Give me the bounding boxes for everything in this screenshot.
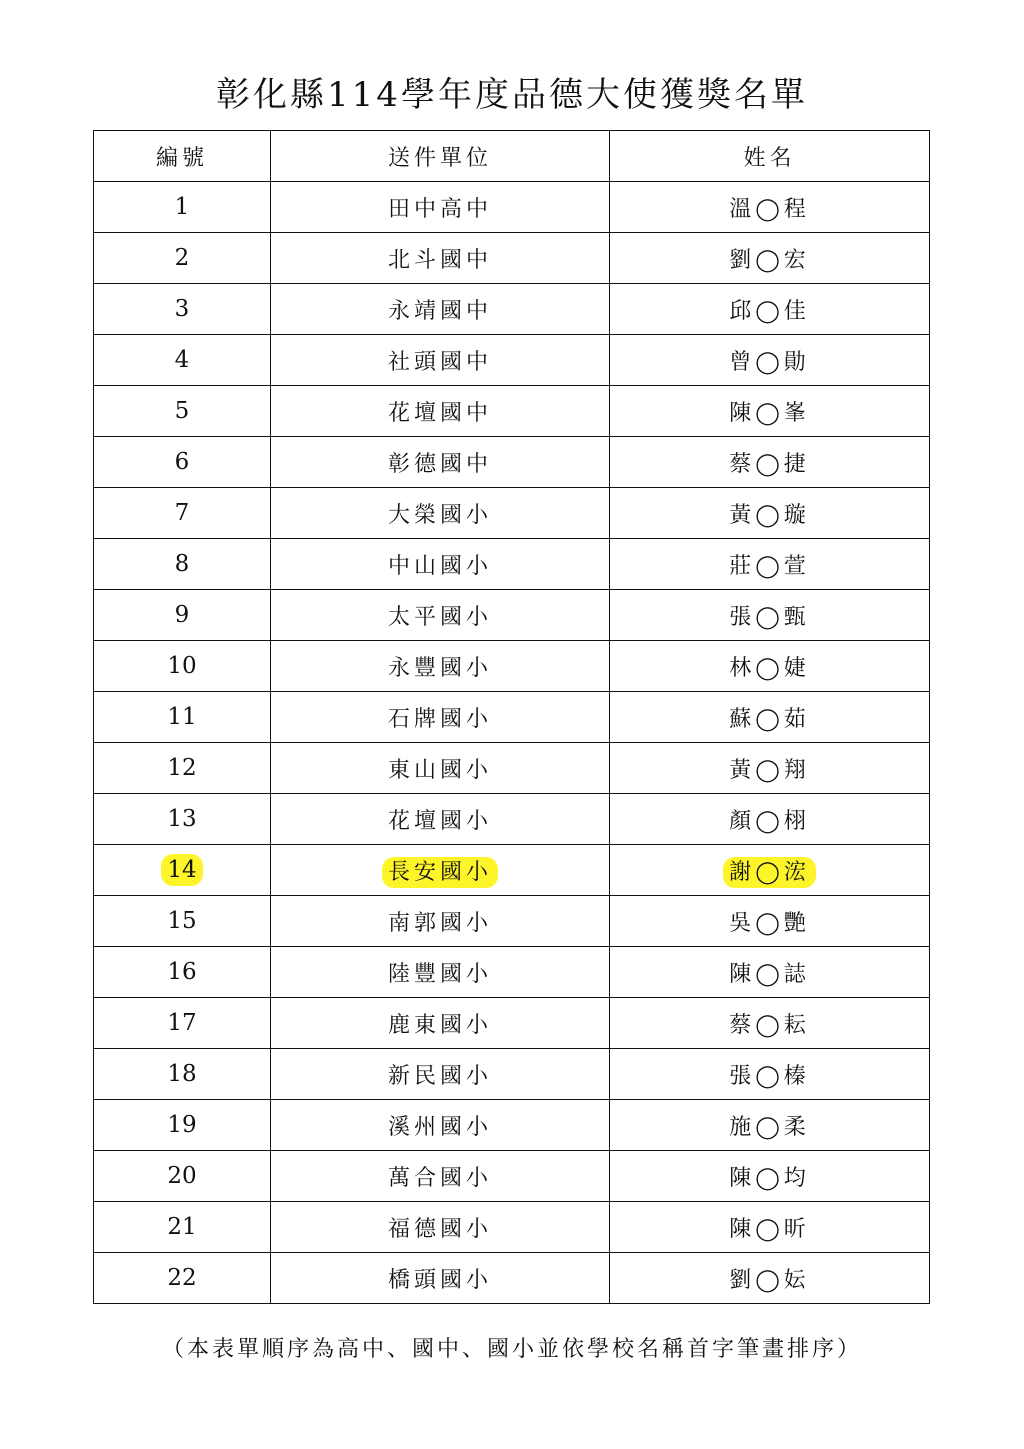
row-name-cell [610,1049,930,1100]
row-name: 林◯婕 [729,655,810,681]
table-row [94,437,930,488]
row-name: 顏◯栩 [729,808,810,834]
row-name: 陳◯峯 [729,400,810,426]
table-row [94,488,930,539]
row-number-cell [94,335,271,386]
row-school: 橋頭國小 [387,1267,492,1293]
row-number: 15 [167,908,197,934]
row-school: 南郭國小 [387,910,492,936]
row-name: 張◯榛 [729,1063,810,1089]
row-school-cell [271,233,610,284]
row-name-cell [610,896,930,947]
row-school-cell [271,284,610,335]
table-body [94,182,930,1304]
row-school: 溪州國小 [387,1114,492,1140]
row-number: 9 [174,602,190,628]
row-number-cell [94,947,271,998]
row-number-cell [94,539,271,590]
row-number-cell [94,488,271,539]
row-school-cell [271,692,610,743]
table-header-row [94,131,930,182]
row-name-cell [610,335,930,386]
row-number: 2 [174,245,190,271]
row-name: 蘇◯茹 [729,706,810,732]
row-school: 新民國小 [387,1063,492,1089]
row-school-cell [271,743,610,794]
row-school-cell [271,437,610,488]
row-school-cell [271,1100,610,1151]
row-school: 東山國小 [387,757,492,783]
row-school-cell [271,794,610,845]
row-number-cell [94,1100,271,1151]
header-number: 編號 [94,131,271,182]
row-number: 22 [167,1265,197,1291]
row-school-cell [271,539,610,590]
table-row [94,335,930,386]
row-name: 蔡◯捷 [729,451,810,477]
row-name-cell [610,284,930,335]
row-name-cell [610,182,930,233]
row-number-cell [94,1202,271,1253]
row-school: 花壇國小 [387,808,492,834]
row-name: 邱◯佳 [729,298,810,324]
row-school: 北斗國中 [387,247,492,273]
row-school-cell [271,386,610,437]
row-name-cell [610,1202,930,1253]
row-number: 16 [167,959,197,985]
row-school-cell [271,896,610,947]
row-name: 張◯甄 [729,604,810,630]
row-school-cell [271,335,610,386]
table-row [94,1202,930,1253]
table-row [94,386,930,437]
table-row [94,590,930,641]
row-name: 施◯柔 [729,1114,810,1140]
row-name-cell [610,998,930,1049]
table-row [94,1151,930,1202]
row-name-highlighted: 謝◯浤 [723,857,816,888]
row-number-cell [94,641,271,692]
row-school: 福德國小 [387,1216,492,1242]
row-name-cell [610,590,930,641]
row-number-cell [94,386,271,437]
row-name: 陳◯誌 [729,961,810,987]
row-name-cell [610,794,930,845]
row-number-highlighted: 14 [161,854,202,886]
row-number-cell [94,692,271,743]
page-title: 彰化縣114學年度品德大使獲獎名單 [216,75,808,115]
row-number-cell [94,896,271,947]
row-school: 花壇國中 [387,400,492,426]
row-name-cell [610,845,930,896]
row-name-cell [610,1253,930,1304]
row-school: 永靖國中 [387,298,492,324]
row-name: 劉◯宏 [729,247,810,273]
row-school: 萬合國小 [387,1165,492,1191]
row-school-cell [271,845,610,896]
row-number-cell [94,1253,271,1304]
row-name: 陳◯均 [729,1165,810,1191]
row-name: 曾◯勛 [729,349,810,375]
row-number: 13 [167,806,197,832]
row-school-highlighted: 長安國小 [382,857,498,888]
row-school-cell [271,590,610,641]
row-number: 18 [167,1061,197,1087]
award-list-table [93,130,930,1304]
row-number: 11 [167,704,197,730]
row-name: 劉◯妘 [729,1267,810,1293]
table-row [94,182,930,233]
row-number: 17 [167,1010,197,1036]
row-name-cell [610,947,930,998]
row-number: 12 [167,755,197,781]
row-name-cell [610,539,930,590]
row-name-cell [610,743,930,794]
row-name-cell [610,1151,930,1202]
row-name: 蔡◯耘 [729,1012,810,1038]
row-school-cell [271,1202,610,1253]
row-number: 8 [174,551,190,577]
row-name-cell [610,692,930,743]
table-row [94,794,930,845]
table-row [94,641,930,692]
table-row [94,1100,930,1151]
row-number-cell [94,437,271,488]
row-number-cell [94,1151,271,1202]
table-row [94,896,930,947]
row-number: 5 [174,398,190,424]
row-number: 3 [174,296,190,322]
row-name-cell [610,1100,930,1151]
table-row [94,692,930,743]
row-number-cell [94,1049,271,1100]
row-school-cell [271,1253,610,1304]
row-name: 溫◯程 [729,196,810,222]
table-row [94,539,930,590]
row-school-cell [271,1151,610,1202]
row-school: 中山國小 [387,553,492,579]
row-school: 永豐國小 [387,655,492,681]
row-name-cell [610,641,930,692]
row-name-cell [610,386,930,437]
row-number-cell [94,845,271,896]
row-name: 陳◯昕 [729,1216,810,1242]
row-number: 7 [174,500,190,526]
row-number-cell [94,182,271,233]
row-school: 田中高中 [387,196,492,222]
row-name-cell [610,488,930,539]
row-number: 21 [167,1214,197,1240]
row-school: 社頭國中 [387,349,492,375]
row-school-cell [271,947,610,998]
row-school: 彰德國中 [387,451,492,477]
row-number-cell [94,233,271,284]
row-number: 4 [174,347,190,373]
row-school-cell [271,488,610,539]
table-row [94,845,930,896]
row-number-cell [94,743,271,794]
row-number: 19 [167,1112,197,1138]
row-school: 大榮國小 [387,502,492,528]
header-name: 姓名 [610,131,930,182]
row-number: 1 [174,194,190,220]
row-number: 20 [167,1163,197,1189]
row-school-cell [271,998,610,1049]
row-school-cell [271,641,610,692]
row-number: 10 [167,653,197,679]
row-number-cell [94,590,271,641]
table-row [94,284,930,335]
row-school-cell [271,182,610,233]
header-school: 送件單位 [271,131,610,182]
row-number-cell [94,794,271,845]
row-school: 陸豐國小 [387,961,492,987]
row-school-cell [271,1049,610,1100]
table-row [94,743,930,794]
table-row [94,233,930,284]
table-row [94,947,930,998]
table-row [94,1253,930,1304]
row-number: 6 [174,449,190,475]
row-school: 石牌國小 [387,706,492,732]
row-name: 莊◯萱 [729,553,810,579]
row-school: 鹿東國小 [387,1012,492,1038]
row-name-cell [610,437,930,488]
row-number-cell [94,284,271,335]
row-name: 黃◯璇 [729,502,810,528]
table-row [94,998,930,1049]
row-school: 太平國小 [387,604,492,630]
row-name: 黃◯翔 [729,757,810,783]
row-name-cell [610,233,930,284]
table-row [94,1049,930,1100]
footnote: （本表單順序為高中、國中、國小並依學校名稱首字筆畫排序） [161,1337,862,1362]
row-name: 吳◯艷 [729,910,810,936]
row-number-cell [94,998,271,1049]
